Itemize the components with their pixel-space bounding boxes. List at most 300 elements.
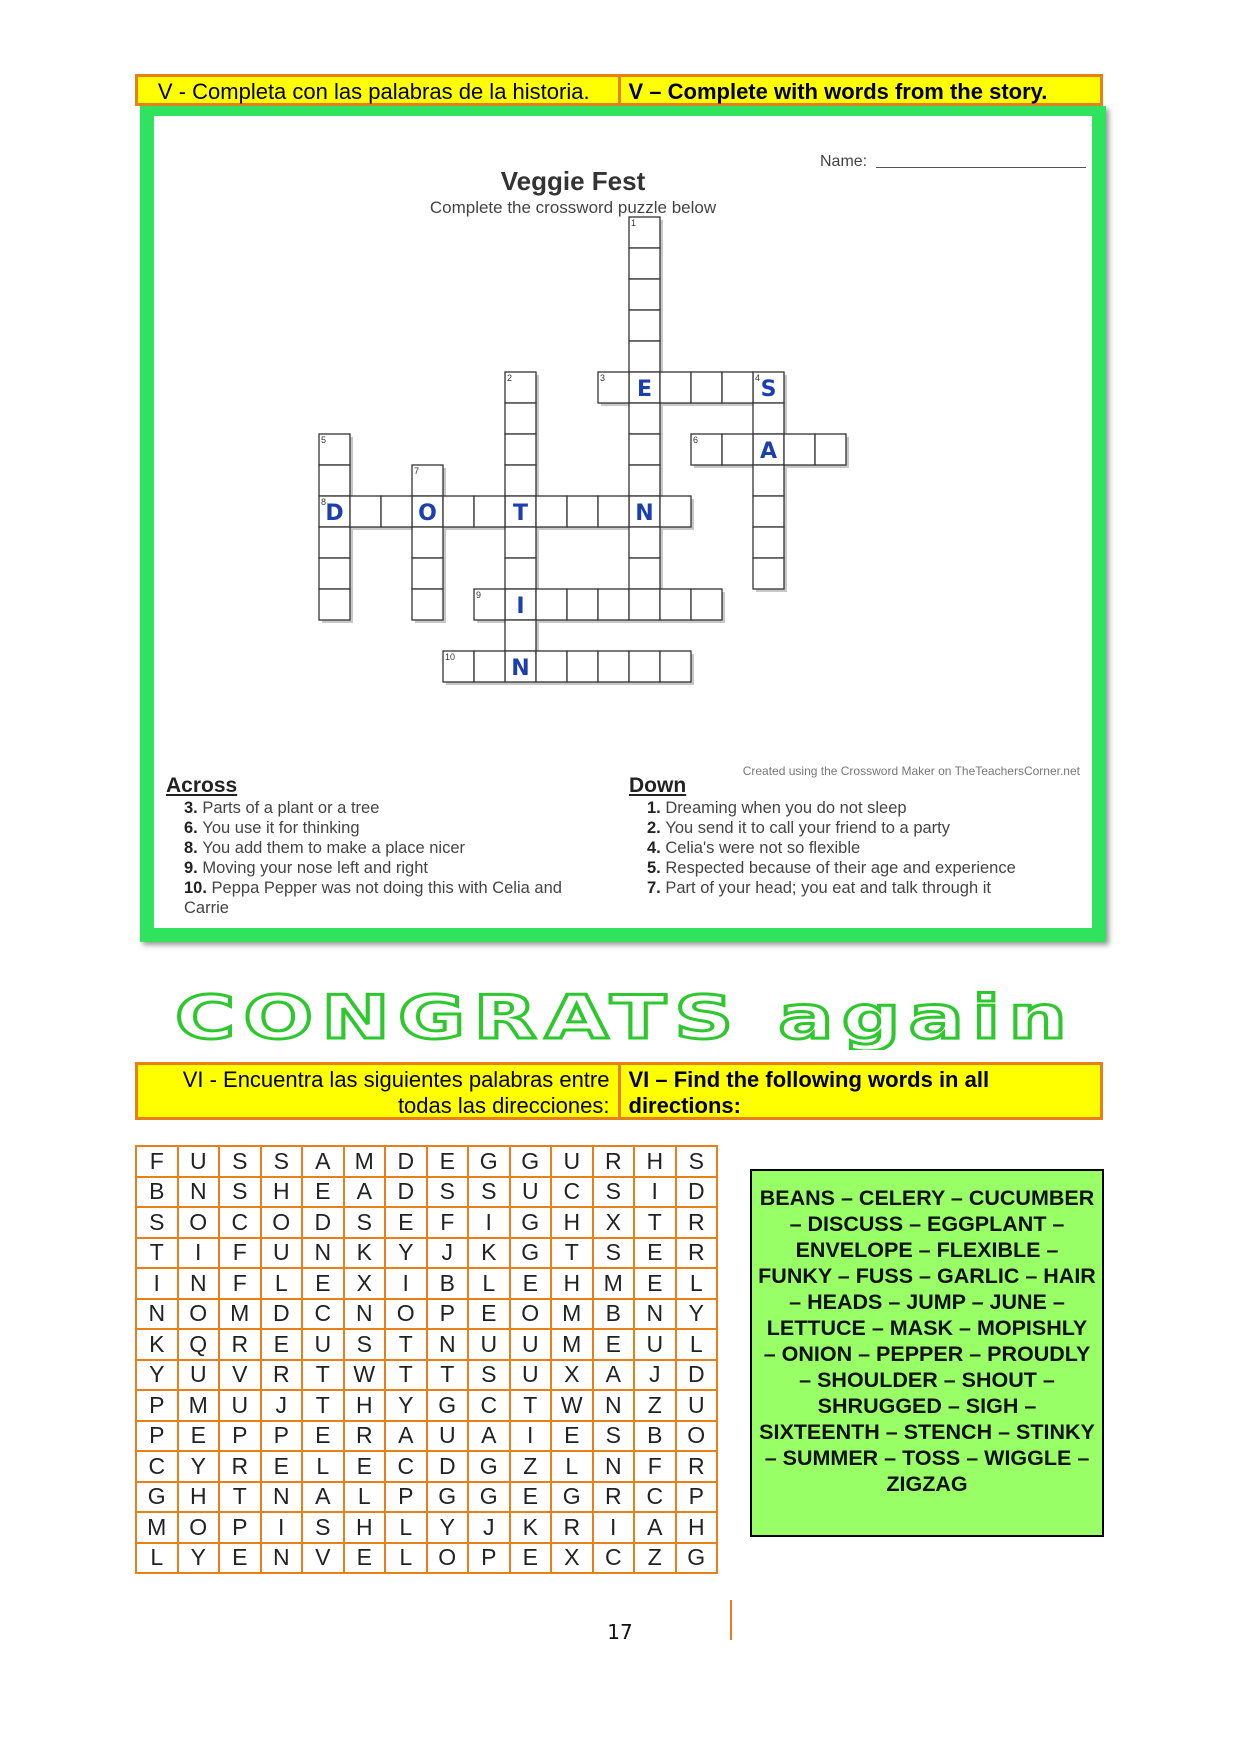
word-search-row [136, 1482, 717, 1513]
clue-text: Parts of a plant or a tree [202, 799, 380, 817]
word-search-cell[interactable]: T [427, 1360, 469, 1391]
word-search-cell[interactable]: X [344, 1268, 386, 1299]
word-search-row [136, 1512, 717, 1543]
word-search-cell[interactable]: S [344, 1207, 386, 1238]
crossword-cell[interactable] [691, 589, 722, 620]
word-search-cell[interactable]: A [468, 1421, 510, 1452]
word-search-cell[interactable]: H [261, 1177, 303, 1208]
crossword-cell[interactable] [381, 496, 412, 527]
word-search-cell[interactable]: F [136, 1146, 178, 1177]
word-search-cell[interactable]: D [676, 1177, 718, 1208]
word-search-cell[interactable]: S [219, 1177, 261, 1208]
word-search-cell[interactable]: G [468, 1451, 510, 1482]
word-search-cell[interactable]: K [468, 1238, 510, 1269]
word-search-cell[interactable]: E [510, 1543, 552, 1574]
word-search-cell[interactable]: I [593, 1512, 635, 1543]
word-search-cell[interactable]: R [676, 1238, 718, 1269]
word-search-cell[interactable]: S [302, 1512, 344, 1543]
crossword-cell[interactable] [536, 651, 567, 682]
word-search-cell[interactable]: N [261, 1482, 303, 1513]
word-search-cell[interactable]: C [219, 1207, 261, 1238]
word-search-cell[interactable]: O [427, 1543, 469, 1574]
word-search-cell[interactable]: B [427, 1268, 469, 1299]
word-search-cell[interactable]: M [551, 1299, 593, 1330]
crossword-cell[interactable] [660, 589, 691, 620]
word-search-cell[interactable]: A [385, 1421, 427, 1452]
crossword-cell[interactable] [505, 527, 536, 558]
word-search-cell[interactable]: A [344, 1177, 386, 1208]
crossword-cell[interactable] [691, 372, 722, 403]
crossword-cell[interactable] [474, 651, 505, 682]
word-search-cell[interactable]: W [344, 1360, 386, 1391]
word-search-cell[interactable]: M [593, 1268, 635, 1299]
word-search-cell[interactable]: K [136, 1329, 178, 1360]
word-search-cell[interactable]: L [261, 1268, 303, 1299]
word-search-cell[interactable]: G [510, 1146, 552, 1177]
congrats-banner [160, 980, 1090, 1050]
word-search-cell[interactable]: C [468, 1390, 510, 1421]
word-search-cell[interactable]: Y [136, 1360, 178, 1391]
word-search-cell[interactable]: M [219, 1299, 261, 1330]
crossword-cell[interactable] [722, 434, 753, 465]
crossword-cell[interactable] [784, 434, 815, 465]
word-search-cell[interactable]: M [551, 1329, 593, 1360]
crossword-cell[interactable] [629, 341, 660, 372]
word-search-cell[interactable]: N [344, 1299, 386, 1330]
word-search-cell[interactable]: R [344, 1421, 386, 1452]
word-search-cell[interactable]: N [593, 1390, 635, 1421]
crossword-cell[interactable] [412, 558, 443, 589]
word-search-cell[interactable]: J [468, 1512, 510, 1543]
word-search-cell[interactable]: P [385, 1482, 427, 1513]
word-search-cell[interactable]: P [136, 1390, 178, 1421]
word-search-cell[interactable]: A [302, 1482, 344, 1513]
word-search-cell[interactable]: U [427, 1421, 469, 1452]
word-search-cell[interactable]: G [136, 1482, 178, 1513]
down-clue [629, 818, 1089, 838]
word-search-grid [135, 1145, 718, 1574]
word-search-cell[interactable]: T [385, 1329, 427, 1360]
word-search-cell[interactable]: U [178, 1146, 220, 1177]
word-search-cell[interactable]: K [344, 1238, 386, 1269]
word-search-cell[interactable]: Y [427, 1512, 469, 1543]
word-search-row [136, 1421, 717, 1452]
clue-text: Respected because of their age and experience [665, 859, 1016, 877]
crossword-clue-number: 9 [476, 590, 482, 600]
crossword-cell[interactable] [753, 527, 784, 558]
clue-text: Peppa Pepper was not doing this with Celia and Carrie [184, 879, 562, 917]
word-search-cell[interactable]: Y [178, 1451, 220, 1482]
word-search-cell[interactable]: C [593, 1543, 635, 1574]
word-search-cell[interactable]: A [302, 1146, 344, 1177]
word-search-cell[interactable]: P [136, 1421, 178, 1452]
word-search-cell[interactable]: U [261, 1238, 303, 1269]
crossword-cell[interactable] [567, 496, 598, 527]
word-search-cell[interactable]: S [593, 1421, 635, 1452]
word-search-cell[interactable]: U [468, 1329, 510, 1360]
word-search-cell[interactable]: A [634, 1512, 676, 1543]
word-search-cell[interactable]: C [136, 1451, 178, 1482]
down-clue [629, 798, 1089, 818]
crossword-cell[interactable] [505, 465, 536, 496]
word-search-cell[interactable]: I [261, 1512, 303, 1543]
crossword-cell[interactable] [567, 651, 598, 682]
clue-number: 8. [184, 839, 203, 857]
crossword-cell[interactable] [629, 589, 660, 620]
word-search-cell[interactable]: J [634, 1360, 676, 1391]
word-search-cell[interactable]: G [676, 1543, 718, 1574]
crossword-cell[interactable] [629, 279, 660, 310]
crossword-cell[interactable] [319, 558, 350, 589]
across-clue [166, 878, 606, 918]
crossword-clue-number: 2 [507, 373, 513, 383]
word-search-cell[interactable]: S [219, 1146, 261, 1177]
clue-number: 1. [647, 799, 666, 817]
word-search-cell[interactable]: X [551, 1543, 593, 1574]
crossword-cell[interactable] [443, 496, 474, 527]
word-search-cell[interactable]: S [427, 1177, 469, 1208]
word-search-cell[interactable]: E [178, 1421, 220, 1452]
word-search-cell[interactable]: D [261, 1299, 303, 1330]
crossword-cell[interactable] [598, 589, 629, 620]
word-search-cell[interactable]: D [385, 1146, 427, 1177]
word-list-box: BEANS – CELERY – CUCUMBER – DISCUSS – EGGPLANT – ENVELOPE – FLEXIBLE – FUNKY – FUSS – GARLIC – HAIR – HEADS – JUMP – JUNE – LETTUCE – MASK – MOPISHLY – ONION – PEPPER – PROUDLY – SHOULDER – SHOUT – SHRUGGED – SIGH – SIXTEENTH – STENCH – STINKY – SUMMER – TOSS – WIGGLE – ZIGZAG [750, 1169, 1104, 1537]
word-search-row [136, 1360, 717, 1391]
word-search-cell[interactable]: S [593, 1238, 635, 1269]
word-search-cell[interactable]: I [136, 1268, 178, 1299]
word-search-cell[interactable]: U [178, 1360, 220, 1391]
across-clues [166, 776, 606, 918]
word-search-cell[interactable]: L [385, 1512, 427, 1543]
word-search-cell[interactable]: E [302, 1177, 344, 1208]
word-search-cell[interactable]: P [427, 1299, 469, 1330]
word-search-cell[interactable]: L [468, 1268, 510, 1299]
crossword-cell[interactable] [350, 496, 381, 527]
word-search-cell[interactable]: F [219, 1268, 261, 1299]
word-search-cell[interactable]: S [344, 1329, 386, 1360]
word-search-cell[interactable]: T [136, 1238, 178, 1269]
word-search-cell[interactable]: P [676, 1482, 718, 1513]
crossword-cell[interactable] [412, 527, 443, 558]
word-search-cell[interactable]: E [302, 1268, 344, 1299]
word-search-cell[interactable]: C [551, 1177, 593, 1208]
word-search-cell[interactable]: X [551, 1360, 593, 1391]
clue-number: 4. [647, 839, 666, 857]
word-search-cell[interactable]: S [261, 1146, 303, 1177]
crossword-cell[interactable] [319, 527, 350, 558]
word-search-cell[interactable]: E [302, 1421, 344, 1452]
word-search-cell[interactable]: G [551, 1482, 593, 1513]
word-search-cell[interactable]: H [551, 1207, 593, 1238]
word-search-cell[interactable]: R [593, 1482, 635, 1513]
word-search-cell[interactable]: E [510, 1482, 552, 1513]
crossword-cell[interactable] [629, 403, 660, 434]
across-clue [166, 798, 606, 818]
word-search-cell[interactable]: U [676, 1390, 718, 1421]
word-search-cell[interactable]: H [676, 1512, 718, 1543]
down-clue [629, 858, 1089, 878]
word-search-cell[interactable]: M [344, 1146, 386, 1177]
word-search-cell[interactable]: E [510, 1268, 552, 1299]
word-search-cell[interactable]: I [468, 1207, 510, 1238]
word-search-cell[interactable]: L [676, 1329, 718, 1360]
crossword-cell[interactable] [598, 496, 629, 527]
word-search-cell[interactable]: L [385, 1543, 427, 1574]
word-search-cell[interactable]: B [634, 1421, 676, 1452]
word-search-cell[interactable]: V [302, 1543, 344, 1574]
word-search-row [136, 1543, 717, 1574]
word-search-cell[interactable]: P [468, 1543, 510, 1574]
word-search-cell[interactable]: O [385, 1299, 427, 1330]
word-search-cell[interactable]: N [427, 1329, 469, 1360]
word-search-cell[interactable]: E [634, 1268, 676, 1299]
word-search-cell[interactable]: U [219, 1390, 261, 1421]
word-search-cell[interactable]: O [261, 1207, 303, 1238]
word-search-cell[interactable]: B [593, 1299, 635, 1330]
crossword-cell[interactable] [598, 651, 629, 682]
word-search-cell[interactable]: Y [676, 1299, 718, 1330]
word-search-cell[interactable]: F [427, 1207, 469, 1238]
word-search-cell[interactable]: L [551, 1451, 593, 1482]
crossword-cell[interactable] [753, 558, 784, 589]
word-search-cell[interactable]: H [344, 1390, 386, 1421]
word-search-cell[interactable]: T [634, 1207, 676, 1238]
crossword-clue-number: 3 [600, 373, 606, 383]
crossword-watermark: Created using the Crossword Maker on TheTeachersCorner.net [742, 764, 1080, 778]
word-search-cell[interactable]: E [593, 1329, 635, 1360]
word-search-cell[interactable]: G [427, 1482, 469, 1513]
crossword-cell[interactable] [629, 651, 660, 682]
word-search-cell[interactable]: N [593, 1451, 635, 1482]
word-search-cell[interactable]: H [551, 1268, 593, 1299]
clue-text: You send it to call your friend to a party [665, 819, 951, 837]
crossword-clue-number: 8 [321, 497, 327, 507]
word-search-cell[interactable]: S [593, 1177, 635, 1208]
word-search-cell[interactable]: E [468, 1299, 510, 1330]
down-clue [629, 878, 1089, 898]
word-search-cell[interactable]: L [136, 1543, 178, 1574]
section-6-spanish: VI - Encuentra las siguientes palabras entre todas las direcciones: [138, 1065, 621, 1117]
word-search-cell[interactable]: I [634, 1177, 676, 1208]
word-search-cell[interactable]: O [676, 1421, 718, 1452]
word-search-cell[interactable]: Q [178, 1329, 220, 1360]
clue-text: Dreaming when you do not sleep [665, 799, 907, 817]
crossword-cell[interactable] [505, 558, 536, 589]
crossword-cell[interactable] [753, 403, 784, 434]
word-search-cell[interactable]: F [634, 1451, 676, 1482]
section-5-spanish: V - Completa con las palabras de la historia. [138, 77, 621, 103]
word-search-cell[interactable]: D [676, 1360, 718, 1391]
crossword-cell[interactable] [567, 589, 598, 620]
word-search-cell[interactable]: N [136, 1299, 178, 1330]
word-search-cell[interactable]: R [676, 1207, 718, 1238]
word-search-cell[interactable]: E [344, 1543, 386, 1574]
word-search-cell[interactable]: G [468, 1146, 510, 1177]
clue-number: 10. [184, 879, 212, 897]
section-6-english: VI – Find the following words in all directions: [628, 1067, 990, 1118]
word-search-cell[interactable]: E [427, 1146, 469, 1177]
word-search-cell[interactable]: N [178, 1268, 220, 1299]
word-search-cell[interactable]: X [593, 1207, 635, 1238]
word-search-cell[interactable]: F [219, 1238, 261, 1269]
word-search-cell[interactable]: Z [510, 1451, 552, 1482]
word-search-cell[interactable]: U [634, 1329, 676, 1360]
word-search-cell[interactable]: E [634, 1238, 676, 1269]
word-search-cell[interactable]: O [178, 1299, 220, 1330]
word-search-cell[interactable]: U [510, 1329, 552, 1360]
word-search-cell[interactable]: A [593, 1360, 635, 1391]
word-search-cell[interactable]: O [178, 1207, 220, 1238]
word-search-row [136, 1299, 717, 1330]
word-search-cell[interactable]: R [261, 1360, 303, 1391]
word-search-cell[interactable]: Y [385, 1390, 427, 1421]
crossword-cell[interactable] [815, 434, 846, 465]
clue-text: Celia's were not so flexible [665, 839, 861, 857]
word-search-cell[interactable]: K [510, 1512, 552, 1543]
crossword-clue-number: 7 [414, 466, 420, 476]
clue-text: Moving your nose left and right [202, 859, 428, 877]
word-search-cell[interactable]: H [178, 1482, 220, 1513]
crossword-cell[interactable] [629, 527, 660, 558]
word-search-cell[interactable]: G [510, 1238, 552, 1269]
crossword-cell[interactable] [629, 434, 660, 465]
word-search-cell[interactable]: T [510, 1390, 552, 1421]
word-search-cell[interactable]: Z [634, 1543, 676, 1574]
word-search-cell[interactable]: Y [385, 1238, 427, 1269]
word-search-cell[interactable]: C [302, 1299, 344, 1330]
word-search-cell[interactable]: C [634, 1482, 676, 1513]
filled-letter: I [516, 594, 525, 619]
word-search-cell[interactable]: H [634, 1146, 676, 1177]
word-search-cell[interactable]: D [427, 1451, 469, 1482]
word-search-cell[interactable]: R [219, 1329, 261, 1360]
word-search-cell[interactable]: E [261, 1329, 303, 1360]
word-search-cell[interactable]: U [510, 1360, 552, 1391]
word-search-cell[interactable]: G [468, 1482, 510, 1513]
crossword-cell[interactable] [629, 558, 660, 589]
crossword-cell[interactable] [505, 434, 536, 465]
word-search-cell[interactable]: O [510, 1299, 552, 1330]
word-search-cell[interactable]: U [302, 1329, 344, 1360]
word-search-cell[interactable]: T [385, 1360, 427, 1391]
crossword-cell[interactable] [474, 496, 505, 527]
crossword-cell[interactable] [660, 372, 691, 403]
crossword-cell[interactable] [319, 589, 350, 620]
word-search-cell[interactable]: D [385, 1177, 427, 1208]
crossword-cell[interactable] [412, 589, 443, 620]
word-search-cell[interactable]: S [676, 1146, 718, 1177]
word-search-cell[interactable]: M [136, 1512, 178, 1543]
crossword-cell[interactable] [536, 589, 567, 620]
crossword-clue-number: 6 [693, 435, 699, 445]
crossword-cell[interactable] [629, 465, 660, 496]
word-search-cell[interactable]: O [178, 1512, 220, 1543]
word-search-cell[interactable]: L [344, 1482, 386, 1513]
word-search-cell[interactable]: Z [634, 1390, 676, 1421]
word-search-cell[interactable]: G [510, 1207, 552, 1238]
word-search-cell[interactable]: T [551, 1238, 593, 1269]
crossword-cell[interactable] [629, 248, 660, 279]
word-search-cell[interactable]: B [136, 1177, 178, 1208]
word-search-cell[interactable]: Y [178, 1543, 220, 1574]
word-search-cell[interactable]: W [551, 1390, 593, 1421]
word-search-cell[interactable]: P [219, 1421, 261, 1452]
clue-text: You add them to make a place nicer [202, 839, 465, 857]
word-search-cell[interactable]: H [344, 1512, 386, 1543]
word-search-cell[interactable]: E [344, 1451, 386, 1482]
filled-letter: A [759, 439, 778, 464]
word-search-cell[interactable]: M [178, 1390, 220, 1421]
crossword-cell[interactable] [505, 620, 536, 651]
crossword-cell[interactable] [753, 496, 784, 527]
word-search-cell[interactable]: I [178, 1238, 220, 1269]
crossword-cell[interactable] [629, 310, 660, 341]
word-search-cell[interactable]: S [468, 1360, 510, 1391]
word-search-cell[interactable]: T [302, 1360, 344, 1391]
crossword-cell[interactable] [722, 372, 753, 403]
word-search-cell[interactable]: L [676, 1268, 718, 1299]
word-search-cell[interactable]: R [676, 1451, 718, 1482]
filled-letter: N [635, 501, 654, 526]
word-search-cell[interactable]: R [593, 1146, 635, 1177]
word-search-cell[interactable]: T [302, 1390, 344, 1421]
word-search-cell[interactable]: U [510, 1177, 552, 1208]
word-search-cell[interactable]: S [136, 1207, 178, 1238]
word-search-cell[interactable]: P [219, 1512, 261, 1543]
word-search-cell[interactable]: I [510, 1421, 552, 1452]
word-search-cell[interactable]: R [219, 1451, 261, 1482]
word-search-cell[interactable]: J [427, 1238, 469, 1269]
word-search-cell[interactable]: N [634, 1299, 676, 1330]
crossword-cell[interactable] [660, 496, 691, 527]
word-search-cell[interactable]: R [551, 1512, 593, 1543]
word-search-cell[interactable]: S [468, 1177, 510, 1208]
crossword-cell[interactable] [319, 465, 350, 496]
word-search-cell[interactable]: N [261, 1543, 303, 1574]
crossword-cell[interactable] [660, 651, 691, 682]
across-clue [166, 838, 606, 858]
crossword-clue-number: 4 [755, 373, 761, 383]
crossword-cell[interactable] [536, 496, 567, 527]
clue-text: Part of your head; you eat and talk through it [665, 879, 991, 897]
word-search-cell[interactable]: D [302, 1207, 344, 1238]
filled-letter: E [636, 377, 653, 402]
word-search-cell[interactable]: N [302, 1238, 344, 1269]
word-search-cell[interactable]: G [427, 1390, 469, 1421]
word-search-row [136, 1177, 717, 1208]
crossword-clue-number: 10 [445, 652, 456, 662]
section-5-header [135, 74, 1103, 106]
crossword-cell[interactable] [505, 403, 536, 434]
word-search-cell[interactable]: P [261, 1421, 303, 1452]
clue-number: 3. [184, 799, 203, 817]
word-search-cell[interactable]: V [219, 1360, 261, 1391]
crossword-cell[interactable] [753, 465, 784, 496]
word-search-cell[interactable]: T [219, 1482, 261, 1513]
word-search-cell[interactable]: I [385, 1268, 427, 1299]
word-search-cell[interactable]: U [551, 1146, 593, 1177]
clue-number: 6. [184, 819, 203, 837]
word-search-cell[interactable]: L [302, 1451, 344, 1482]
word-search-cell[interactable]: E [551, 1421, 593, 1452]
across-clue [166, 858, 606, 878]
word-search-cell[interactable]: E [219, 1543, 261, 1574]
word-search-cell[interactable]: J [261, 1390, 303, 1421]
word-search-cell[interactable]: C [385, 1451, 427, 1482]
word-search-cell[interactable]: E [261, 1451, 303, 1482]
word-search-cell[interactable]: E [385, 1207, 427, 1238]
word-search-cell[interactable]: N [178, 1177, 220, 1208]
